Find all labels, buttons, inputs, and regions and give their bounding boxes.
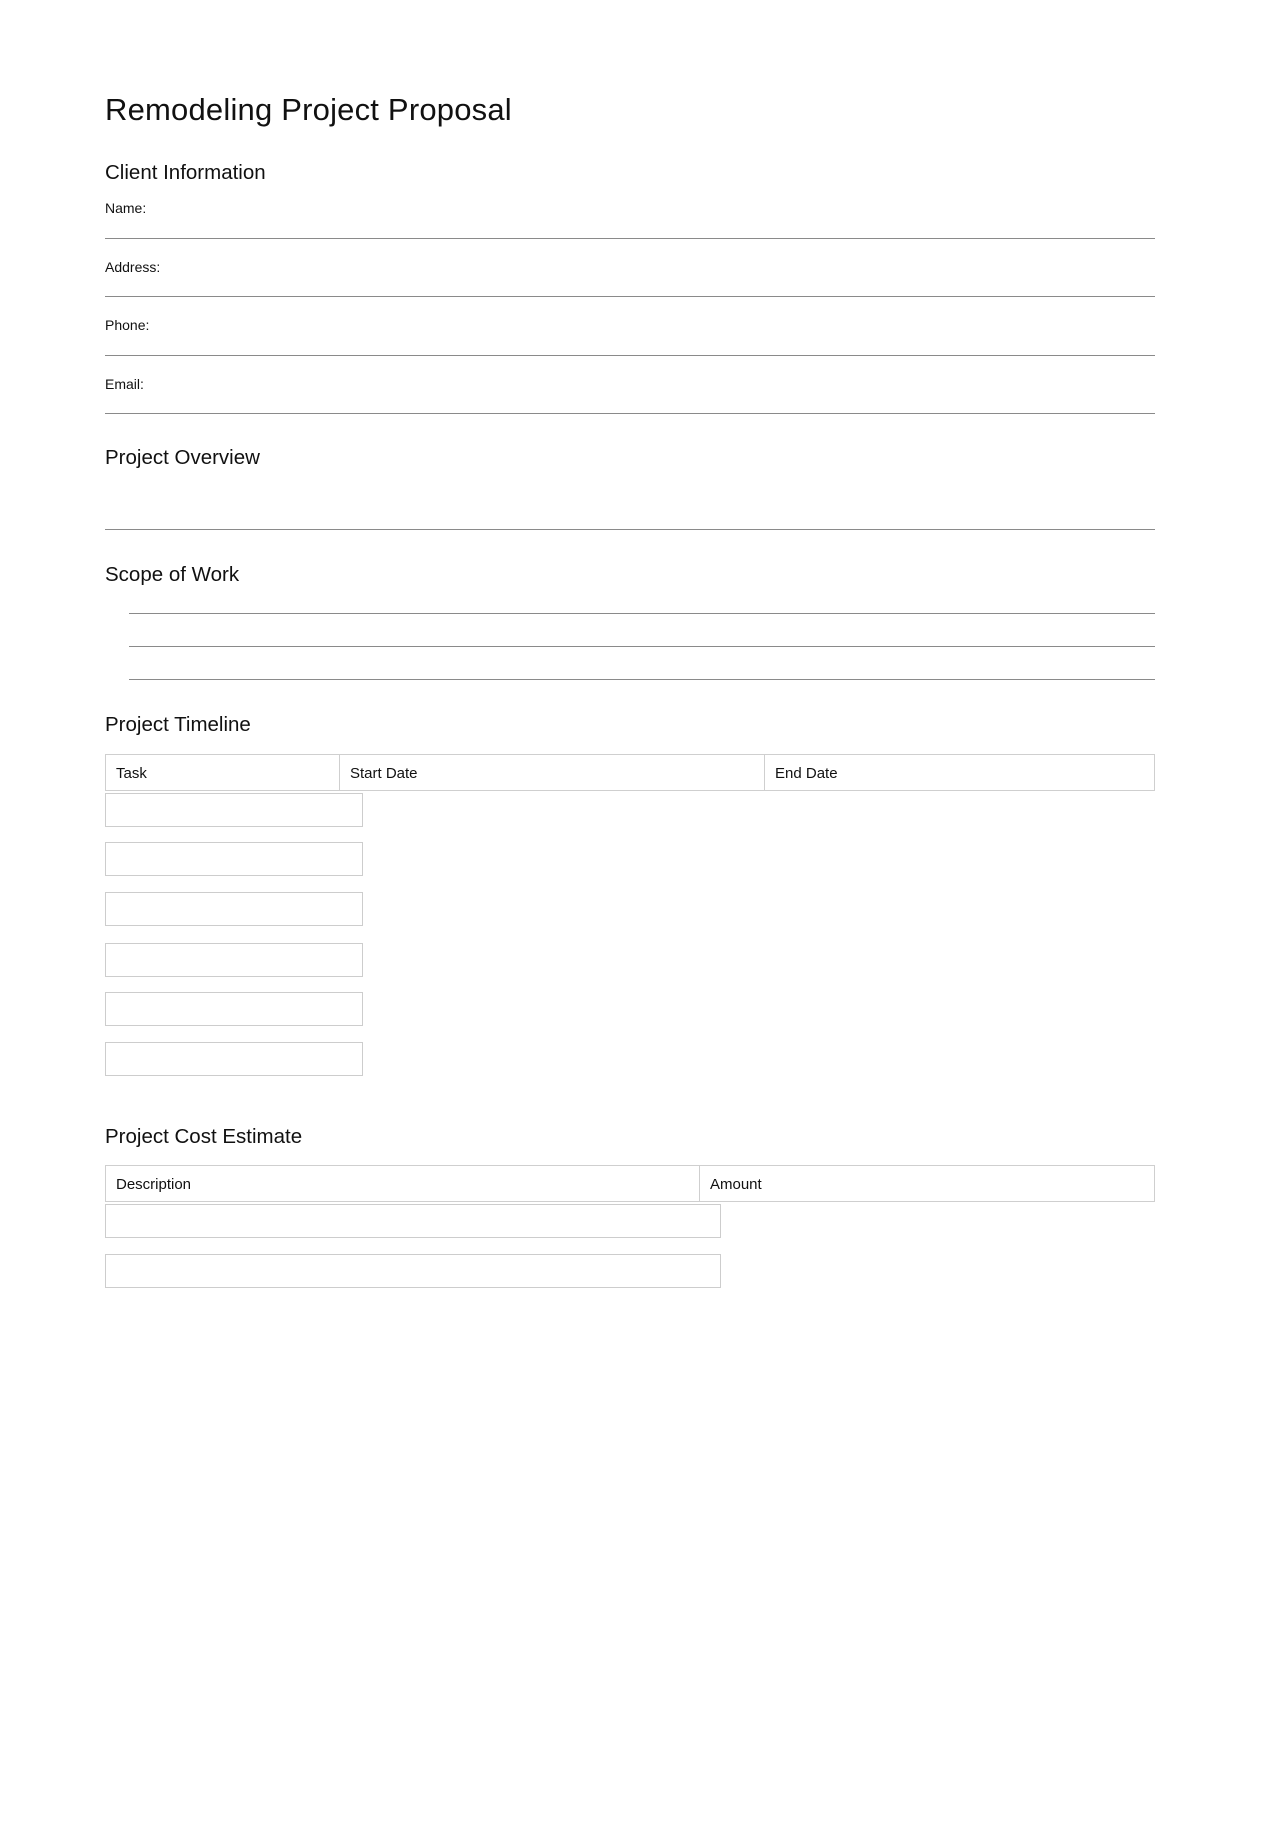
page-title: Remodeling Project Proposal [105, 92, 512, 127]
cost-table-header [105, 1165, 1155, 1202]
timeline-task-input[interactable] [105, 992, 363, 1026]
timeline-task-input[interactable] [105, 892, 363, 926]
column-header-task: Task [106, 755, 340, 790]
phone-label: Phone: [105, 317, 150, 333]
column-header-start-date: Start Date [340, 755, 765, 790]
email-field[interactable] [105, 413, 1155, 414]
project-overview-field[interactable] [105, 529, 1155, 530]
name-label: Name: [105, 200, 147, 216]
scope-item-line[interactable] [129, 679, 1155, 680]
phone-field[interactable] [105, 355, 1155, 356]
timeline-table-header [105, 754, 1155, 791]
client-information-heading: Client Information [105, 161, 266, 184]
timeline-task-input[interactable] [105, 793, 363, 827]
column-header-amount: Amount [710, 1176, 762, 1193]
column-header-description: Description [106, 1166, 700, 1201]
address-field[interactable] [105, 296, 1155, 297]
timeline-task-input[interactable] [105, 842, 363, 876]
address-label: Address: [105, 259, 161, 275]
name-field[interactable] [105, 238, 1155, 239]
email-label: Email: [105, 376, 144, 392]
timeline-task-input[interactable] [105, 1042, 363, 1076]
scope-item-line[interactable] [129, 646, 1155, 647]
column-header-end-date: End Date [775, 765, 838, 782]
scope-of-work-heading: Scope of Work [105, 563, 240, 586]
cost-description-input[interactable] [105, 1254, 721, 1288]
timeline-task-input[interactable] [105, 943, 363, 977]
project-cost-estimate-heading: Project Cost Estimate [105, 1125, 303, 1148]
scope-item-line[interactable] [129, 613, 1155, 614]
cost-description-input[interactable] [105, 1204, 721, 1238]
project-timeline-heading: Project Timeline [105, 713, 251, 736]
project-overview-heading: Project Overview [105, 446, 260, 469]
